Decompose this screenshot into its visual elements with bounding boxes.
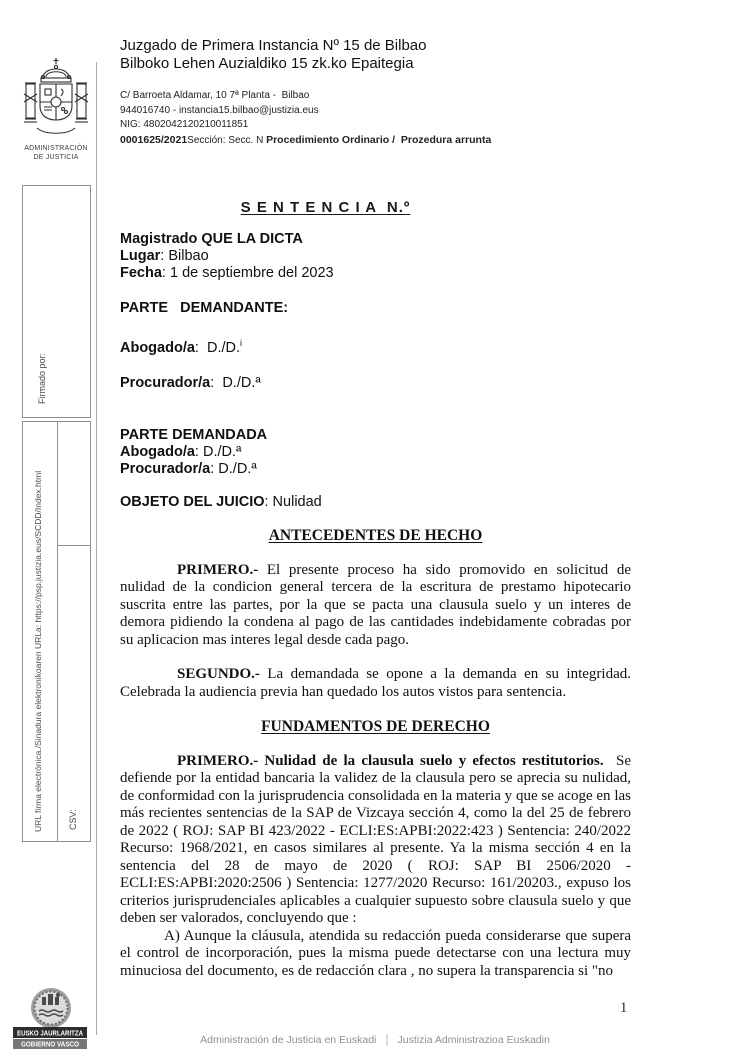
- fundamentos-heading: FUNDAMENTOS DE DERECHO: [261, 718, 490, 735]
- signature-url-label: URL firma electrónica./Sinadura elektronikoaren URLa: https://psp.justizia.eus/SCDD/Index.html: [33, 470, 43, 832]
- administracion-de-justicia-label: [10, 144, 102, 162]
- fundamentos-item-a-paragraph: A) Aunque la cláusula, atendida su redacción pueda considerarse que supera el control de incorporación, pues la misma puede detectarse con una lectura muy minuciosa del documento, es de redacción clara , no supera la transparencia si "no: [120, 927, 631, 979]
- case-procedure: Procedimiento Ordinario / Prozedura arrunta: [266, 133, 492, 146]
- parte-demandante-line: PARTE DEMANDANTE:: [120, 300, 289, 316]
- case-section: Sección: Secc. N: [187, 134, 267, 146]
- page-number: 1: [620, 1000, 628, 1016]
- lugar-line: Lugar: Bilbao: [120, 248, 209, 264]
- court-nig: NIG: 4802042120210011851: [120, 119, 249, 130]
- abogado-demandante-line: Abogado/a: D./D.$^i$: [120, 338, 243, 356]
- fundamentos-primero-paragraph: PRIMERO.- Nulidad de la clausula suelo y efectos restitutorios. Se defiende por la entidad bancaria la validez de la clausula pero se aprecia su nulidad, de conformidad con la jurisprudencia consolidada en la materia y que se acoge en las más recientes sentencias de la SAP de Vizcaya sección 4, como la del 25 de febrero de 2022 ( ROJ: SAP BI 423/2022 - ECLI:ES:APBI:2022:423 ) Sentencia: 240/2022 Recurso: 1968/2021, en casos similares al presente. Ya la misma sección 4 en la sentencia del 28 de mayo de 2020 ( ROJ: SAP BI 2506/2020 - ECLI:ES:APBI:2020:2506 ) Sentencia: 1277/2020 Recurso: 161/20203., expuso los criterios jurisprudenciales aplicables a cualquier supuesto sobre clausula suelo y que deben ser valorados, concluyendo que :: [120, 752, 631, 926]
- antecedentes-heading: ANTECEDENTES DE HECHO: [268, 527, 483, 544]
- procurador-demandante-line: Procurador/a: D./D.ª: [120, 374, 261, 391]
- footer-separator: |: [385, 1032, 389, 1046]
- judgment-body: [120, 527, 631, 980]
- case-number: 0001625/2021: [120, 133, 188, 146]
- page-footer: [0, 1032, 750, 1046]
- court-details: [120, 89, 491, 148]
- admin-label-line1: ADMINISTRACIÓN: [24, 145, 88, 152]
- gobierno-vasco-label: GOBIERNO VASCO: [21, 1041, 80, 1049]
- magistrado-line: Magistrado QUE LA DICTA: [120, 231, 303, 247]
- sentencia-title: S E N T E N C I A N.º: [240, 199, 411, 216]
- signed-by-label: Firmado por:: [37, 352, 47, 404]
- antecedentes-segundo-paragraph: SEGUNDO.- La demandada se opone a la demanda en su integridad. Celebrada la audiencia previa han quedado los autos vistos para sentencia.: [120, 666, 631, 700]
- procurador-demandada-line: Procurador/a: D./D.ª: [120, 460, 257, 477]
- fecha-line: Fecha: 1 de septiembre del 2023: [120, 265, 334, 281]
- footer-text-eu: Justizia Administrazioa Euskadin: [397, 1034, 550, 1046]
- signature-box-divider-vertical: [57, 422, 58, 841]
- objeto-line: OBJETO DEL JUICIO: Nulidad: [120, 493, 322, 510]
- court-header: [120, 37, 427, 72]
- abogado-demandada-line: Abogado/a: D./D.ª: [120, 443, 242, 460]
- csv-label: CSV:: [68, 809, 78, 830]
- eusko-jaurlaritza-label: EUSKO JAURLARITZA: [17, 1030, 83, 1038]
- signed-by-box: [22, 185, 91, 418]
- court-name-eu: Bilboko Lehen Auzialdiko 15 zk.ko Epaitegia: [120, 54, 414, 72]
- court-name-es: Juzgado de Primera Instancia Nº 15 de Bilbao: [120, 37, 427, 54]
- antecedentes-primero-paragraph: PRIMERO.- El presente proceso ha sido promovido en solicitud de nulidad de la condicion general tercera de la escritura de prestamo hipotecario suscrita entre las partes, por la que se pacta una clausula suelo y un interes de demora pidiendo la condena al pago de las cantidades indebidamente cobradas por su aplicacion mas interes legal desde cada pago.: [120, 561, 631, 648]
- abogado-footnote-mark: i: [240, 338, 243, 348]
- court-phone-email: 944016740 - instancia15.bilbao@justizia.eus: [120, 104, 319, 116]
- signature-box-divider-horizontal: [58, 545, 91, 546]
- court-address: C/ Barroeta Aldamar, 10 7ª Planta - Bilbao: [120, 90, 310, 101]
- parte-demandada-line: PARTE DEMANDADA: [120, 426, 268, 443]
- parties-block: [120, 231, 334, 511]
- admin-label-line2: DE JUSTICIA: [33, 154, 79, 161]
- case-line: [120, 133, 491, 149]
- spain-coat-of-arms-icon: [23, 56, 89, 142]
- vertical-separator-line: [96, 62, 97, 1035]
- footer-text-es: Administración de Justicia en Euskadi: [200, 1034, 377, 1046]
